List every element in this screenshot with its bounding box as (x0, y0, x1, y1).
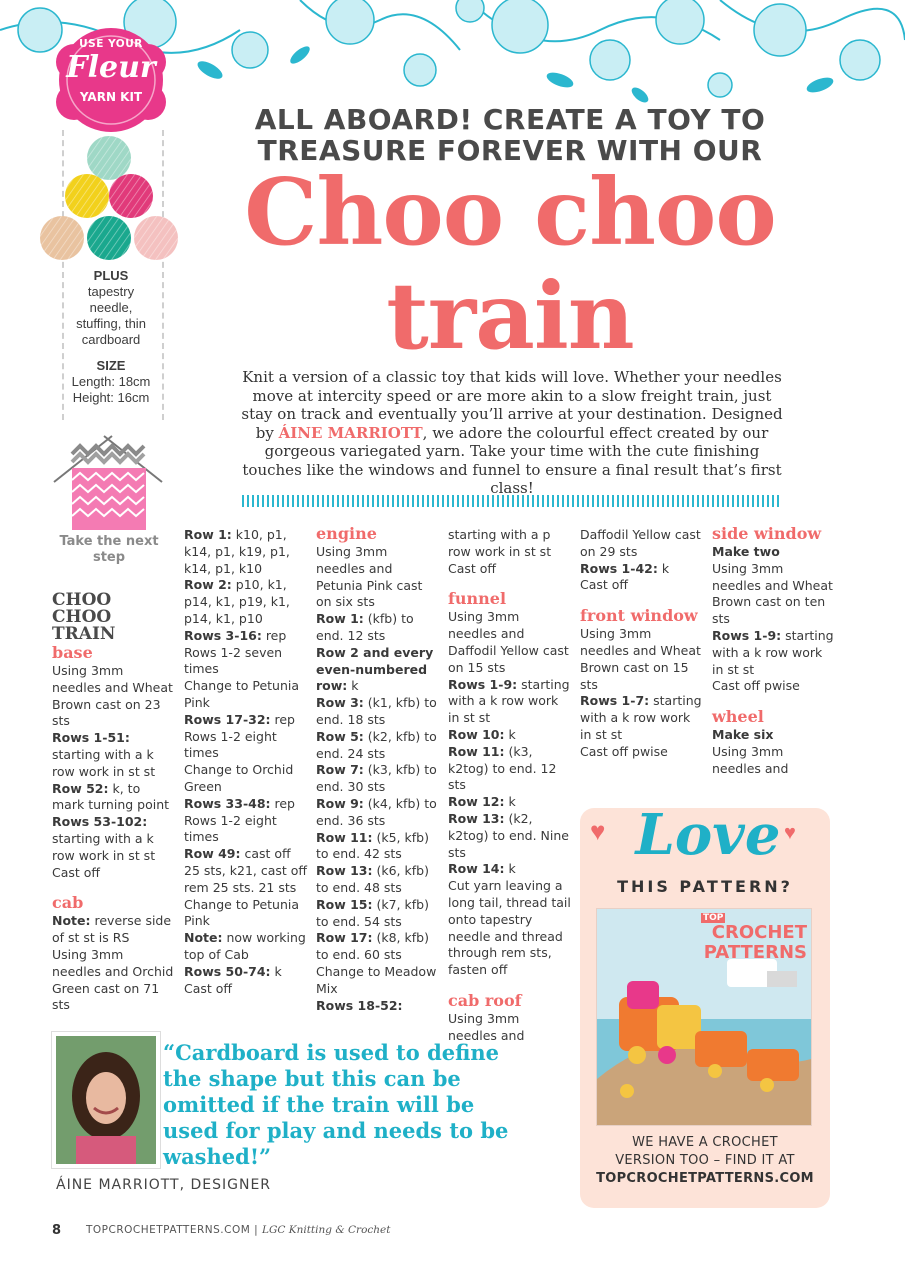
wheel-instructions (712, 727, 836, 777)
front-window-instructions (580, 626, 704, 760)
instruction-label: Make six (712, 727, 774, 743)
instruction-line (448, 677, 572, 727)
instruction-line (448, 561, 572, 578)
footer-site: TOPCROCHETPATTERNS.COM | (86, 1224, 259, 1236)
instruction-line (580, 626, 704, 693)
pattern-heading-text: CHOO CHOO TRAIN (52, 590, 116, 644)
instruction-text: Using 3mm needles and Orchid Green cast on 71 sts (52, 946, 174, 1013)
engine-continued (448, 527, 572, 577)
instruction-text: starting with a k row work in st st (448, 676, 570, 726)
side-window-instructions (712, 544, 836, 695)
instruction-label: Make two (712, 544, 780, 559)
intro-text-after: , we adore the colourful effect created by our gorgeous variegated yarn. Take your time with the cute finishing touches like the windows and funnel to ensure a final result that’s first class! (242, 423, 782, 497)
intro-designer: ÁINE MARRIOTT (278, 423, 423, 442)
instruction-text: rep Rows 1-2 eight times (184, 795, 295, 845)
instruction-line (316, 863, 440, 897)
instruction-text: (k6, kfb) to end. 48 sts (316, 863, 429, 895)
instruction-text: Cast off pwise (580, 743, 668, 759)
instruction-text: rep Rows 1-2 eight times (184, 711, 295, 761)
kit-plus (48, 268, 174, 348)
yarn-balls-icon (38, 134, 180, 266)
instruction-label: Rows 53-102: (52, 814, 148, 830)
section-cab-roof: cab roof (448, 990, 522, 1010)
instruction-label: Row 14: (448, 861, 505, 877)
instruction-label: Rows 1-9: (712, 627, 782, 643)
kicker-line-1: ALL ABOARD! CREATE A TOY TO (254, 103, 766, 136)
instruction-text: k (657, 560, 670, 576)
instruction-line (580, 561, 704, 578)
yarn-kit-badge (44, 22, 178, 144)
magazine-title (701, 913, 807, 963)
kit-plus-text: tapestry needle, stuffing, thin cardboard (76, 284, 146, 347)
instruction-text: (k5, kfb) to end. 42 sts (316, 829, 429, 862)
instruction-line (316, 645, 440, 695)
instruction-label: Row 3: (316, 695, 364, 711)
kit-size (48, 358, 174, 406)
instruction-label: Row 5: (316, 728, 364, 744)
instruction-text: starting with a k row work in st st (712, 627, 834, 677)
instruction-label: Rows 50-74: (184, 963, 271, 979)
instruction-line (316, 998, 440, 1015)
designer-photo (52, 1032, 160, 1168)
heart-icon: ♥ (590, 816, 606, 846)
page-number: 8 (52, 1223, 62, 1238)
promo-url[interactable]: TOPCROCHETPATTERNS.COM (596, 1171, 814, 1186)
instruction-text: Cut yarn leaving a long tail, thread tail onto tapestry needle and thread through rem sts, fasten off (448, 878, 571, 978)
instruction-text: starting with a k row work in st st (52, 746, 156, 779)
instruction-text: Change to Petunia Pink (184, 678, 300, 710)
section-side-window: side window (712, 524, 822, 543)
instruction-line (316, 611, 440, 645)
instruction-text: (k3, kfb) to end. 30 sts (316, 762, 437, 795)
instruction-text: (k3, k2tog) to end. 12 sts (448, 743, 557, 793)
intro-text-before: Knit a version of a classic toy that kids will love. Whether your needles move at intercity speed or are more akin to a slow freight train, just stay on track and eventually you’ll arrive at your destination. Designed by (241, 368, 783, 442)
instruction-line (316, 762, 440, 796)
instruction-line (184, 897, 308, 931)
designer-quote: “Cardboard is used to define the shape but this can be omitted if the train will be used for play and needs to be washed!” (163, 1040, 509, 1169)
title-line-2: train (386, 262, 634, 370)
instruction-line (52, 781, 176, 815)
section-funnel: funnel (448, 589, 507, 609)
instruction-text: k (270, 963, 282, 979)
instruction-label: Row 49: (184, 846, 241, 862)
instruction-text: Change to Meadow Mix (316, 963, 437, 996)
instruction-line (184, 678, 308, 712)
instruction-text: Cast off (184, 980, 233, 996)
instruction-label: Row 12: (448, 794, 505, 810)
footer (86, 1224, 390, 1236)
dashed-divider (242, 495, 782, 507)
promo-this-pattern: THIS PATTERN? (617, 877, 793, 896)
instruction-label: Rows 17-32: (184, 711, 271, 727)
instruction-text: (k7, kfb) to end. 54 sts (316, 896, 429, 929)
instruction-label: Row 10: (448, 726, 505, 742)
column-1 (52, 592, 176, 1014)
instruction-text: k, to mark turning point (52, 780, 170, 813)
instruction-line (316, 729, 440, 763)
instruction-label: Note: (184, 930, 223, 946)
instruction-text: (k2, k2tog) to end. Nine sts (448, 810, 569, 860)
kit-size-length: Length: 18cm (71, 374, 151, 389)
instruction-line (448, 609, 572, 676)
section-engine: engine (316, 524, 377, 543)
promo-text (586, 1134, 824, 1188)
instruction-text: starting with a k row work in st st (580, 693, 702, 742)
instruction-label: Row 11: (448, 743, 505, 759)
instruction-label: Row 52: (52, 780, 109, 796)
cab-roof-continued (580, 527, 704, 594)
base-instructions (52, 663, 176, 881)
instruction-line (448, 727, 572, 744)
instruction-line (184, 527, 308, 577)
instruction-line (448, 744, 572, 794)
instruction-line (316, 964, 440, 998)
instruction-line (184, 930, 308, 964)
instruction-text: Using 3mm needles and (448, 1010, 525, 1043)
instruction-line (580, 744, 704, 761)
instruction-line (316, 695, 440, 729)
promo-love: Love (635, 802, 781, 868)
instruction-text: (kfb) to end. 12 sts (316, 611, 414, 643)
instruction-text: cast off 25 sts, k21, cast off rem 25 sts. 21 sts (184, 846, 308, 895)
instruction-text: Using 3mm needles and (712, 743, 789, 776)
section-wheel: wheel (712, 707, 764, 727)
instruction-label: Rows 18-52: (316, 997, 403, 1013)
instruction-label: Rows 1-9: (448, 676, 518, 692)
footer-magazine: LGC Knitting & Crochet (262, 1224, 391, 1236)
instruction-text: k10, p1, k14, p1, k19, p1, k14, p1, k10 (184, 527, 290, 576)
instruction-text: Change to Petunia Pink (184, 896, 300, 929)
column-2 (184, 527, 308, 997)
instruction-line (316, 830, 440, 864)
instruction-line (712, 678, 836, 695)
instruction-line (316, 897, 440, 931)
instruction-line (448, 794, 572, 811)
instruction-line (52, 947, 176, 1014)
instruction-line (52, 730, 176, 780)
instruction-text: Using 3mm needles and Daffodil Yellow cast on 15 sts (448, 609, 569, 675)
instruction-text: Using 3mm needles and Wheat Brown cast on 15 sts (580, 626, 701, 692)
instruction-text: p10, k1, p14, k1, p19, k1, p14, k1, p10 (184, 577, 290, 626)
badge-top-text: USE YOUR (79, 38, 143, 50)
kit-plus-label: PLUS (93, 268, 129, 283)
knitting-needles-icon (52, 432, 164, 532)
kicker-line-2: TREASURE FOREVER WITH OUR (257, 134, 763, 167)
instruction-line (316, 930, 440, 964)
instruction-text: Using 3mm needles and Wheat Brown cast on ten sts (712, 560, 833, 627)
instruction-line (184, 796, 308, 846)
section-base: base (52, 643, 93, 662)
instruction-text: starting with a k row work in st st (52, 830, 156, 863)
page-title (200, 160, 820, 368)
instruction-label: Row 17: (316, 930, 373, 946)
instruction-text: reverse side of st st is RS (52, 913, 172, 946)
instruction-label: Rows 3-16: (184, 627, 262, 643)
instruction-text: rep Rows 1-2 seven times (184, 627, 287, 677)
column-4 (448, 527, 572, 1045)
column-3 (316, 524, 440, 1014)
next-step-caption: Take the next step (59, 534, 159, 565)
badge-brand: Fleur (66, 50, 156, 85)
instruction-text: k (504, 861, 516, 877)
instruction-line (52, 663, 176, 730)
kit-size-label: SIZE (96, 358, 126, 373)
quote-attribution: ÁINE MARRIOTT, DESIGNER (56, 1177, 272, 1193)
instruction-label: Row 2 and every even-numbered row: (316, 644, 434, 694)
instruction-line (448, 527, 572, 561)
kit-size-height: Height: 16cm (72, 390, 150, 405)
instruction-text: starting with a p row work in st st (448, 527, 552, 559)
instruction-text: (k8, kfb) to end. 60 sts (316, 930, 429, 963)
instruction-text: now working top of Cab (184, 930, 306, 962)
instruction-label: Row 7: (316, 762, 364, 778)
instruction-label: Row 11: (316, 829, 373, 845)
instruction-text: Cast off (448, 560, 497, 576)
instruction-label: Row 1: (184, 527, 232, 542)
instruction-line (52, 865, 176, 882)
instruction-line (448, 878, 572, 979)
section-cab: cab (52, 893, 84, 913)
promo-line: WE HAVE A CROCHET VERSION TOO – FIND IT AT (615, 1135, 795, 1168)
magazine-title-top: TOP (703, 913, 724, 923)
instruction-text: Using 3mm needles and Wheat Brown cast on 23 sts (52, 663, 173, 729)
instruction-text: Cast off (52, 864, 101, 880)
magazine-cover-image[interactable] (596, 908, 812, 1126)
instruction-line (712, 561, 836, 628)
instruction-label: Row 2: (184, 577, 232, 593)
funnel-instructions (448, 609, 572, 979)
instruction-text: Cast off pwise (712, 678, 800, 694)
instruction-line (712, 544, 836, 561)
instruction-line (580, 693, 704, 743)
instruction-text: k (504, 794, 516, 810)
instruction-line (184, 964, 308, 981)
instruction-line (448, 811, 572, 861)
heart-icon: ♥ (784, 822, 796, 844)
instruction-label: Rows 1-42: (580, 560, 658, 576)
instruction-label: Row 9: (316, 795, 364, 811)
instruction-text: k (504, 726, 516, 742)
instruction-line (580, 577, 704, 594)
instruction-line (52, 814, 176, 864)
kicker (250, 104, 770, 166)
engine-instructions (316, 544, 440, 1014)
instruction-line (184, 628, 308, 678)
instruction-label: Row 13: (316, 863, 373, 879)
instruction-line (580, 527, 704, 561)
instruction-text: Change to Orchid Green (184, 762, 294, 794)
intro-paragraph (238, 368, 786, 498)
instruction-line (316, 544, 440, 611)
instruction-line (712, 727, 836, 744)
instruction-text: k (347, 678, 359, 694)
instruction-line (448, 861, 572, 878)
instruction-label: Row 1: (316, 611, 364, 627)
section-front-window: front window (580, 606, 698, 626)
instruction-line (184, 846, 308, 896)
instruction-text: Daffodil Yellow cast on 29 sts (580, 527, 701, 559)
instruction-label: Row 13: (448, 810, 505, 826)
instruction-line (712, 744, 836, 778)
instruction-text: Using 3mm needles and Petunia Pink cast on six sts (316, 544, 423, 610)
cab-instructions (52, 913, 176, 1014)
column-6 (712, 524, 836, 778)
instruction-line (184, 762, 308, 796)
instruction-line (184, 981, 308, 998)
instruction-text: Cast off (580, 577, 629, 593)
instruction-line (316, 796, 440, 830)
instruction-text: (k2, kfb) to end. 24 sts (316, 728, 437, 761)
instruction-line (184, 577, 308, 627)
badge-bottom-text: YARN KIT (79, 90, 143, 104)
instruction-label: Rows 1-7: (580, 693, 650, 709)
instruction-label: Rows 33-48: (184, 795, 271, 811)
instruction-text: (k1, kfb) to end. 18 sts (316, 695, 437, 727)
magazine-title-main: CROCHET PATTERNS (703, 922, 807, 963)
title-line-1: Choo choo (244, 158, 776, 266)
pattern-heading (52, 592, 176, 643)
instruction-line (52, 913, 176, 947)
instruction-label: Note: (52, 913, 91, 929)
instruction-text: (k4, kfb) to end. 36 sts (316, 795, 437, 828)
column-5 (580, 527, 704, 761)
instruction-line (712, 628, 836, 678)
instruction-label: Row 15: (316, 896, 373, 912)
instruction-line (184, 712, 308, 762)
instruction-label: Rows 1-51: (52, 730, 130, 746)
